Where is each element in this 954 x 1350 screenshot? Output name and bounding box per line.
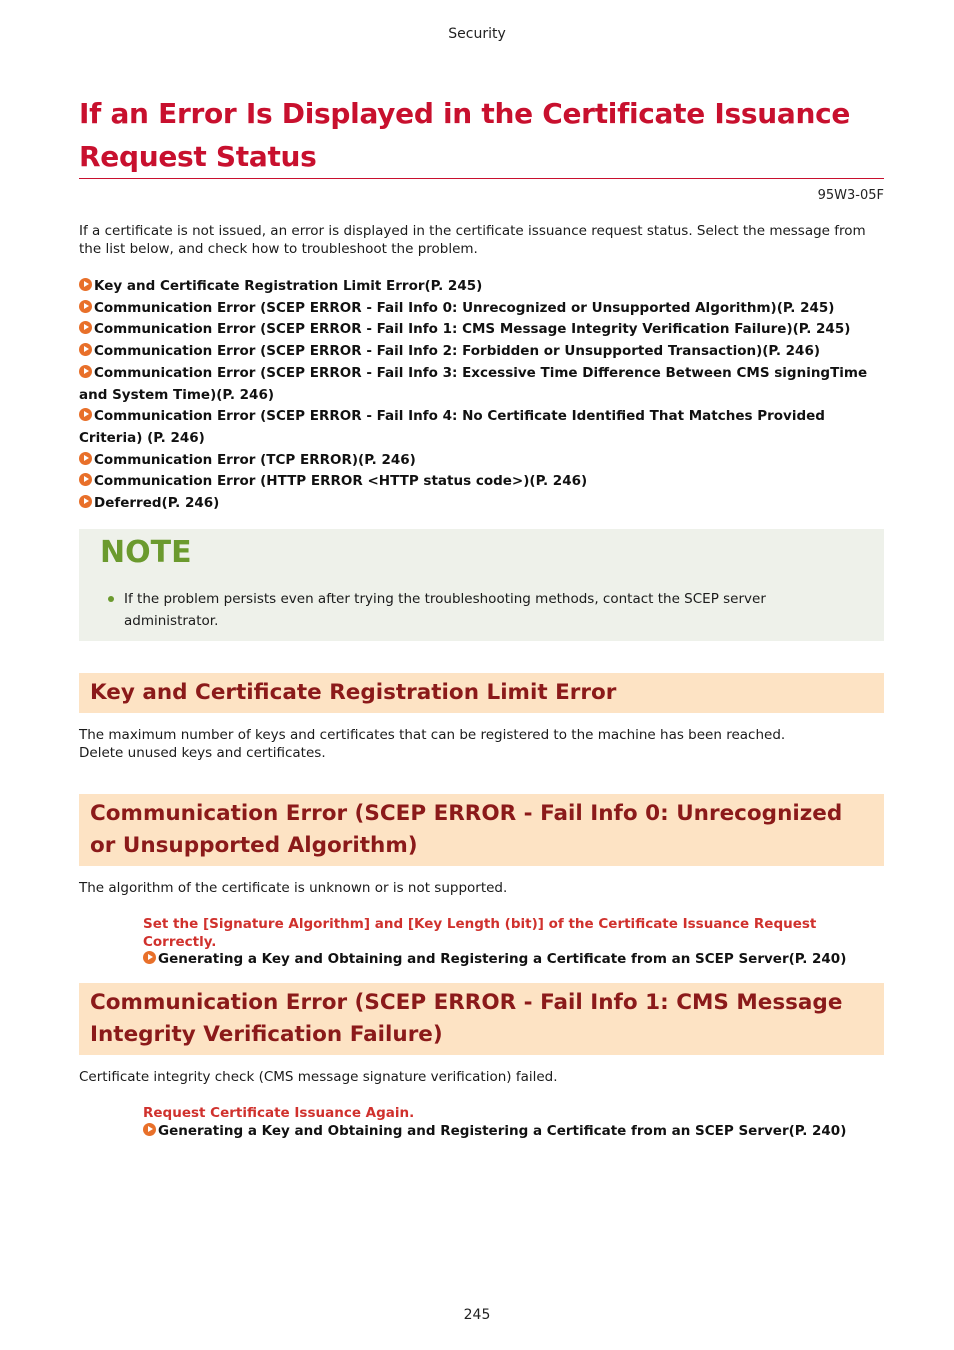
intro-paragraph: If a certificate is not issued, an error is displayed in the certificate issuance request status. Select the message from the list below, and check how to troubleshoot the problem. <box>79 223 866 257</box>
link-label: Communication Error (SCEP ERROR - Fail Info 0: Unrecognized or Unsupported Algorithm)(P. 245) <box>94 299 835 316</box>
section-body-line: The maximum number of keys and certificates that can be registered to the machine has been reached. <box>79 727 786 743</box>
link-arrow-icon <box>79 473 92 486</box>
link-item-registration-limit[interactable] <box>79 276 889 298</box>
doc-code: 95W3-05F <box>817 188 884 203</box>
link-label: Generating a Key and Obtaining and Registering a Certificate from an SCEP Server(P. 240) <box>158 951 847 967</box>
link-arrow-icon <box>79 365 92 378</box>
link-arrow-icon <box>143 1123 156 1136</box>
link-item-fail-info-2[interactable] <box>79 341 889 363</box>
link-label: Communication Error (HTTP ERROR <HTTP status code>)(P. 246) <box>94 473 588 490</box>
section-heading-fail-info-1: Communication Error (SCEP ERROR - Fail Info 1: CMS Message Integrity Verification Failure) <box>79 983 884 1055</box>
link-arrow-icon <box>79 452 92 465</box>
link-label: Communication Error (TCP ERROR)(P. 246) <box>94 451 416 468</box>
link-item-deferred[interactable] <box>79 493 889 515</box>
page-number: 245 <box>463 1307 491 1323</box>
bullet-icon <box>108 596 114 602</box>
link-arrow-icon <box>79 278 92 291</box>
link-item-fail-info-4[interactable] <box>79 406 889 449</box>
section-body-fail-info-1: Certificate integrity check (CMS message signature verification) failed. <box>79 1069 558 1085</box>
link-arrow-icon <box>79 408 92 421</box>
link-arrow-icon <box>79 321 92 334</box>
action-fail-info-0 <box>143 916 883 969</box>
link-label: Generating a Key and Obtaining and Registering a Certificate from an SCEP Server(P. 240) <box>158 1122 847 1139</box>
running-header: Security <box>448 26 506 42</box>
action-link[interactable] <box>143 951 883 969</box>
section-body-registration-limit <box>79 727 884 762</box>
link-item-fail-info-0[interactable] <box>79 298 889 320</box>
link-arrow-icon <box>79 343 92 356</box>
action-title: Set the [Signature Algorithm] and [Key Length (bit)] of the Certificate Issuance Request Correctly. <box>143 916 817 950</box>
note-title: NOTE <box>100 535 192 570</box>
link-arrow-icon <box>79 300 92 313</box>
link-item-fail-info-3[interactable] <box>79 363 889 406</box>
section-heading-fail-info-0: Communication Error (SCEP ERROR - Fail Info 0: Unrecognized or Unsupported Algorithm) <box>79 794 884 866</box>
link-arrow-icon <box>79 495 92 508</box>
link-arrow-icon <box>143 951 156 964</box>
link-label: Communication Error (SCEP ERROR - Fail Info 3: Excessive Time Difference Between CMS signingTime and System Time)(P. 246) <box>79 364 868 403</box>
note-text: If the problem persists even after trying the troubleshooting methods, contact the SCEP server administrator. <box>124 591 766 629</box>
link-item-http-error[interactable] <box>79 471 889 493</box>
link-label: Deferred(P. 246) <box>94 495 220 512</box>
note-box <box>79 529 884 641</box>
title-rule <box>79 178 884 179</box>
link-item-tcp-error[interactable] <box>79 450 889 472</box>
section-body-fail-info-0: The algorithm of the certificate is unknown or is not supported. <box>79 880 508 896</box>
link-label: Key and Certificate Registration Limit Error(P. 245) <box>94 278 483 294</box>
section-heading-registration-limit: Key and Certificate Registration Limit Error <box>79 673 884 713</box>
link-item-fail-info-1[interactable] <box>79 319 889 341</box>
error-link-list <box>79 276 889 515</box>
action-link[interactable] <box>143 1123 883 1141</box>
section-body-line: Delete unused keys and certificates. <box>79 744 326 761</box>
page-title: If an Error Is Displayed in the Certificate Issuance Request Status <box>79 97 851 173</box>
action-fail-info-1 <box>143 1105 883 1140</box>
link-label: Communication Error (SCEP ERROR - Fail Info 4: No Certificate Identified That Matches Provided Criteria) (P. 246) <box>79 408 825 446</box>
link-label: Communication Error (SCEP ERROR - Fail Info 1: CMS Message Integrity Verification Failure)(P. 245) <box>94 321 851 338</box>
link-label: Communication Error (SCEP ERROR - Fail Info 2: Forbidden or Unsupported Transaction)(P. 246) <box>94 343 821 360</box>
action-title: Request Certificate Issuance Again. <box>143 1105 415 1121</box>
